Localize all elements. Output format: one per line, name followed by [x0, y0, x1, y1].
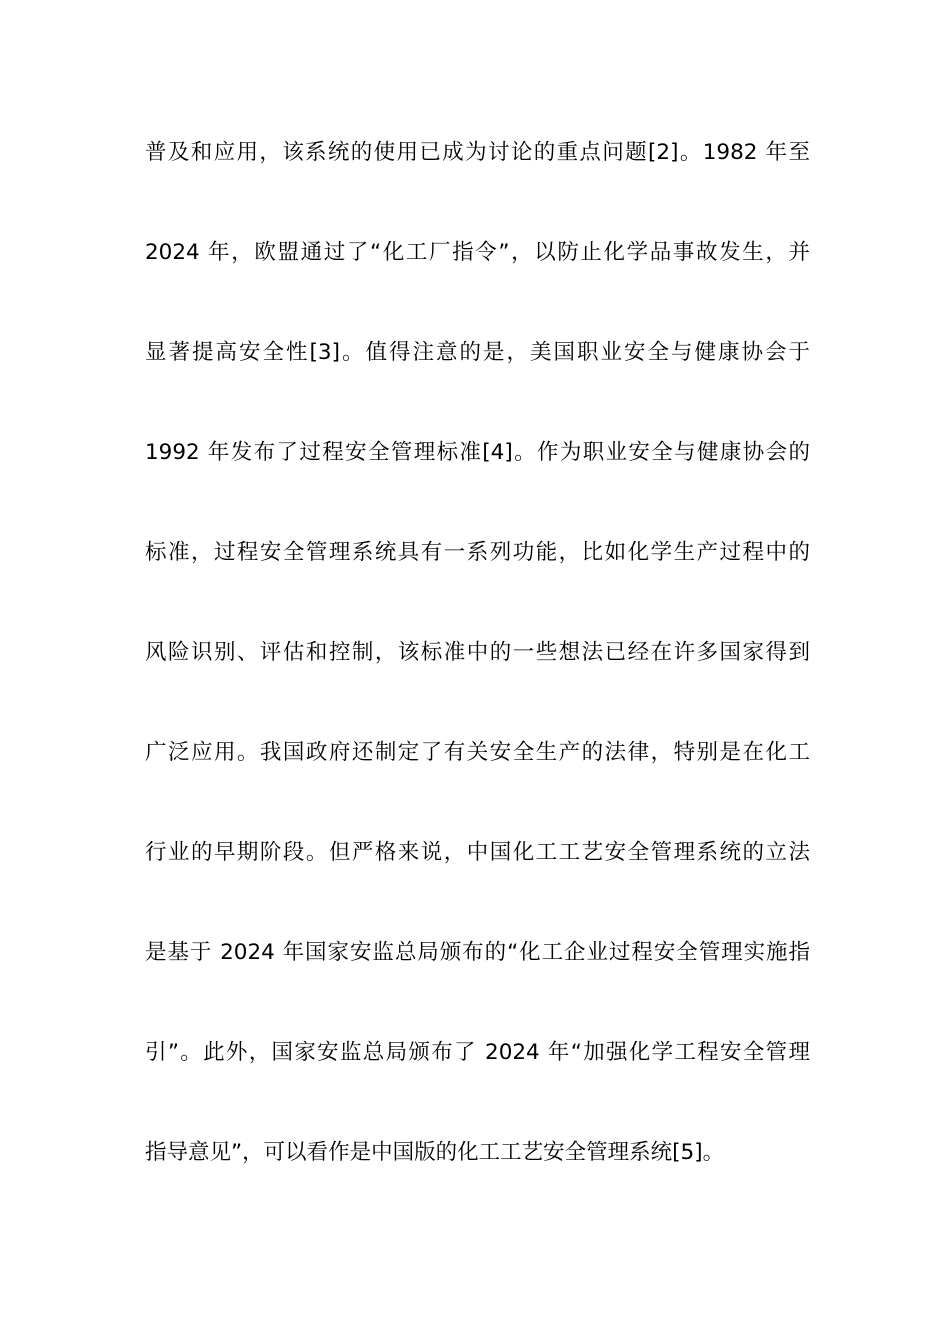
- text-line: 普及和应用，该系统的使用已成为讨论的重点问题[2]。1982 年至: [145, 140, 810, 165]
- paragraph: [145, 128, 810, 1228]
- text-line: 2024 年，欧盟通过了“化工厂指令”，以防止化学品事故发生，并: [145, 240, 810, 265]
- text-line: 广泛应用。我国政府还制定了有关安全生产的法律，特别是在化工: [145, 740, 810, 765]
- text-line-last: 指导意见”，可以看作是中国版的化工工艺安全管理系统[5]。: [145, 1140, 725, 1165]
- text-line: 标准，过程安全管理系统具有一系列功能，比如化学生产过程中的: [145, 540, 810, 565]
- text-line: 引”。此外，国家安监总局颁布了 2024 年“加强化学工程安全管理: [145, 1040, 810, 1065]
- text-line: 行业的早期阶段。但严格来说，中国化工工艺安全管理系统的立法: [145, 840, 810, 865]
- text-line: 显著提高安全性[3]。值得注意的是，美国职业安全与健康协会于: [145, 340, 810, 365]
- text-line: 是基于 2024 年国家安监总局颁布的“化工企业过程安全管理实施指: [145, 940, 810, 965]
- text-line: 风险识别、评估和控制，该标准中的一些想法已经在许多国家得到: [145, 640, 810, 665]
- text-line: 1992 年发布了过程安全管理标准[4]。作为职业安全与健康协会的: [145, 440, 810, 465]
